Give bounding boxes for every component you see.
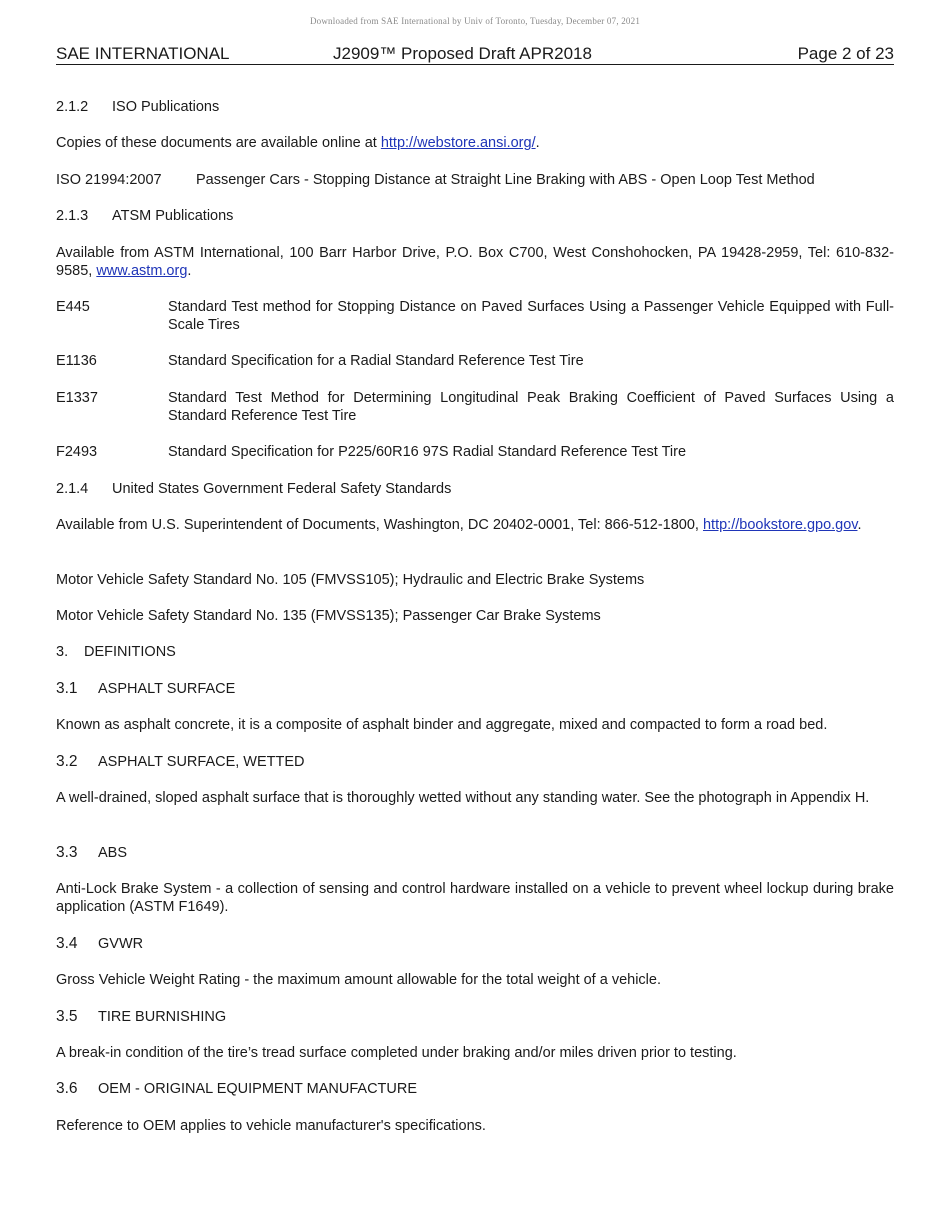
astm-reference bbox=[56, 352, 894, 370]
section-heading-2-1-3 bbox=[56, 207, 894, 225]
section-title: ATSM Publications bbox=[112, 208, 234, 224]
astm-link[interactable]: www.astm.org bbox=[96, 263, 188, 279]
page-header bbox=[56, 44, 894, 65]
definition-heading bbox=[56, 753, 894, 771]
reference-code: E1337 bbox=[56, 390, 98, 406]
definition-title: ABS bbox=[98, 845, 128, 861]
section-number: 2.1.4 bbox=[56, 481, 89, 497]
gpo-availability-paragraph bbox=[56, 516, 894, 534]
section-heading-definitions bbox=[56, 643, 894, 661]
definition-text: Gross Vehicle Weight Rating - the maximum amount allowable for the total weight of a vehicle. bbox=[56, 972, 661, 988]
definition-heading bbox=[56, 1008, 894, 1026]
definition-text: Reference to OEM applies to vehicle manufacturer's specifications. bbox=[56, 1118, 486, 1134]
section-number: 2.1.3 bbox=[56, 208, 89, 224]
reference-title: Passenger Cars - Stopping Distance at Straight Line Braking with ABS - Open Loop Test Method bbox=[196, 172, 815, 188]
fmvss-105-reference: Motor Vehicle Safety Standard No. 105 (FMVSS105); Hydraulic and Electric Brake Systems bbox=[56, 572, 645, 588]
definition-heading bbox=[56, 935, 894, 953]
astm-reference bbox=[56, 389, 894, 425]
section-title: DEFINITIONS bbox=[84, 644, 176, 660]
definition-title: OEM - ORIGINAL EQUIPMENT MANUFACTURE bbox=[98, 1081, 418, 1097]
section-title: ISO Publications bbox=[112, 99, 220, 115]
section-title: United States Government Federal Safety Standards bbox=[112, 481, 452, 497]
astm-reference bbox=[56, 298, 894, 334]
punctuation: . bbox=[857, 517, 862, 533]
punctuation: . bbox=[187, 263, 192, 279]
header-page-number: Page 2 of 23 bbox=[797, 44, 894, 63]
reference-title: Standard Specification for a Radial Standard Reference Test Tire bbox=[168, 353, 584, 369]
section-heading-2-1-2 bbox=[56, 98, 894, 116]
definition-number: 3.1 bbox=[56, 680, 78, 697]
gpo-bookstore-link[interactable]: http://bookstore.gpo.gov bbox=[702, 517, 858, 533]
definition-title: TIRE BURNISHING bbox=[98, 1009, 227, 1025]
definition-text: Anti-Lock Brake System - a collection of sensing and control hardware installed on a vehicle to prevent wheel lockup during brake application (ASTM F1649). bbox=[56, 881, 894, 915]
reference-title: Standard Test method for Stopping Distance on Paved Surfaces Using a Passenger Vehicle Equipped with Full-Scale Tires bbox=[168, 299, 894, 333]
iso-availability-paragraph bbox=[56, 134, 894, 152]
ansi-webstore-link[interactable]: http://webstore.ansi.org/ bbox=[380, 135, 536, 151]
header-doc-id: J2909™ Proposed Draft APR2018 bbox=[333, 44, 592, 63]
reference-code: ISO 21994:2007 bbox=[56, 172, 162, 188]
definition-title: ASPHALT SURFACE, WETTED bbox=[98, 754, 305, 770]
definition-heading bbox=[56, 680, 894, 698]
punctuation: . bbox=[535, 135, 540, 151]
download-watermark: Downloaded from SAE International by Univ of Toronto, Tuesday, December 07, 2021 bbox=[309, 16, 641, 26]
definition-heading bbox=[56, 844, 894, 862]
definition-title: ASPHALT SURFACE bbox=[98, 681, 236, 697]
header-org: SAE INTERNATIONAL bbox=[56, 44, 230, 63]
reference-title: Standard Test Method for Determining Longitudinal Peak Braking Coefficient of Paved Surfaces Using a Standard Reference Test Tire bbox=[168, 390, 894, 424]
reference-title: Standard Specification for P225/60R16 97S Radial Standard Reference Test Tire bbox=[168, 444, 687, 460]
section-number: 2.1.2 bbox=[56, 99, 89, 115]
iso-reference bbox=[56, 171, 894, 189]
definition-text: Known as asphalt concrete, it is a composite of asphalt binder and aggregate, mixed and compacted to form a road bed. bbox=[56, 717, 828, 733]
reference-code: E1136 bbox=[56, 353, 97, 369]
astm-availability-paragraph bbox=[56, 244, 894, 280]
definition-number: 3.6 bbox=[56, 1080, 78, 1097]
definition-number: 3.3 bbox=[56, 844, 78, 861]
paragraph-text: Available from U.S. Superintendent of Documents, Washington, DC 20402-0001, Tel: 866-512-1800, bbox=[56, 517, 703, 533]
section-number: 3. bbox=[56, 644, 69, 660]
definition-number: 3.5 bbox=[56, 1008, 78, 1025]
definition-heading bbox=[56, 1080, 894, 1098]
section-heading-2-1-4 bbox=[56, 480, 894, 498]
definition-text: A break-in condition of the tire’s tread surface completed under braking and/or miles driven prior to testing. bbox=[56, 1045, 737, 1061]
astm-reference bbox=[56, 443, 894, 461]
fmvss-135-reference: Motor Vehicle Safety Standard No. 135 (FMVSS135); Passenger Car Brake Systems bbox=[56, 608, 601, 624]
paragraph-text: Available from ASTM International, 100 Barr Harbor Drive, P.O. Box C700, West Conshohocken, PA 19428-2959, Tel: 610-832-9585, bbox=[56, 245, 894, 279]
reference-code: E445 bbox=[56, 299, 90, 315]
definition-title: GVWR bbox=[98, 936, 144, 952]
reference-code: F2493 bbox=[56, 444, 98, 460]
definition-number: 3.4 bbox=[56, 935, 78, 952]
definition-number: 3.2 bbox=[56, 753, 78, 770]
definition-text: A well-drained, sloped asphalt surface that is thoroughly wetted without any standing water. See the photograph in Appendix H. bbox=[56, 790, 870, 806]
paragraph-text: Copies of these documents are available online at bbox=[56, 135, 381, 151]
